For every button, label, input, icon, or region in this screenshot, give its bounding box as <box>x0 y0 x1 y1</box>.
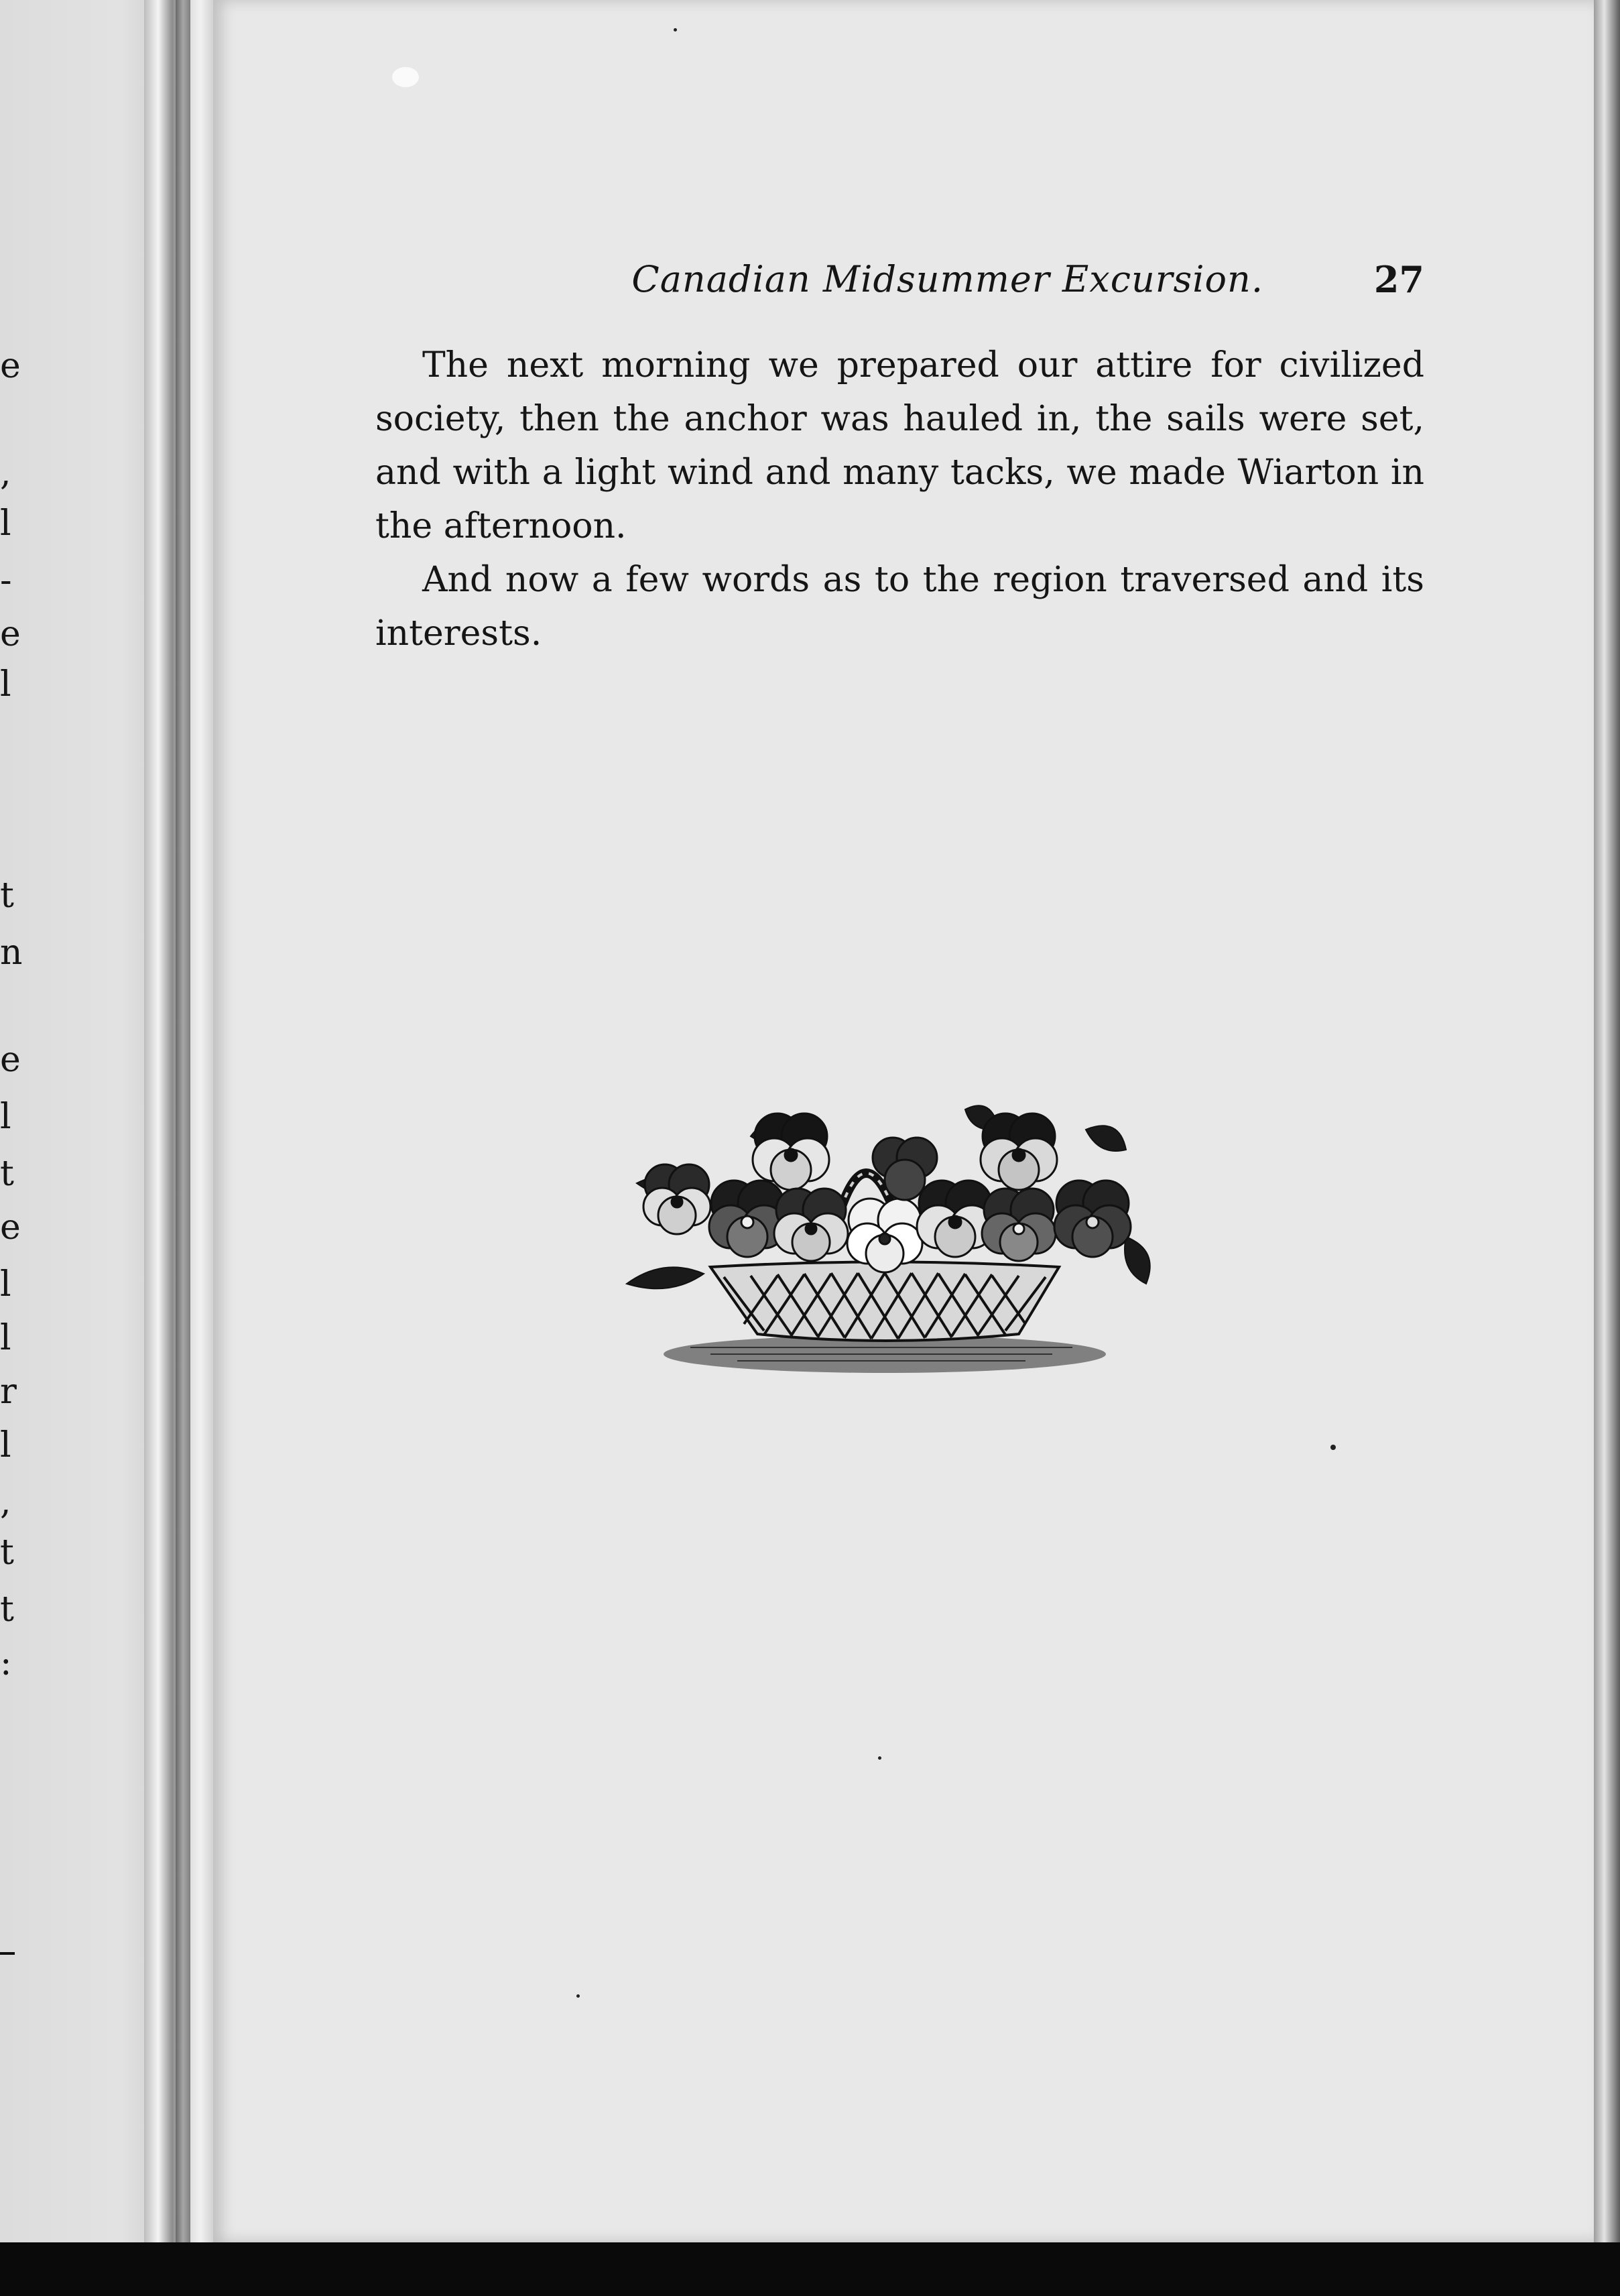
scan-speck <box>674 28 677 32</box>
paragraph: The next morning we prepared our attire for civilized society, then the anchor was hauled in, the sails were set, and with a light wind and many tacks, we made Wiarton in the afternoon. <box>375 345 1424 546</box>
left-page-char: l <box>0 1318 11 1358</box>
scan-speck <box>1330 1445 1336 1450</box>
paragraph: And now a few words as to the region traversed and its interests. <box>375 560 1424 654</box>
left-page-char: n <box>0 932 23 973</box>
scan-speck <box>392 67 419 87</box>
scan-bottom-band <box>0 2242 1620 2296</box>
left-page-char: e <box>0 1040 21 1080</box>
left-page-char: l <box>0 1264 11 1305</box>
page-edge <box>1594 0 1620 2242</box>
left-page-char: - <box>0 560 12 601</box>
left-page-char: t <box>0 1532 14 1573</box>
left-page-rule <box>0 1952 15 1955</box>
running-title: Canadian Midsummer Excursion. <box>631 258 1263 300</box>
page-header <box>375 258 1424 312</box>
left-page-char: r <box>0 1372 17 1412</box>
scan-speck <box>576 1994 580 1998</box>
left-page-char: l <box>0 1097 11 1137</box>
left-page-char: , <box>0 1482 11 1522</box>
left-page-char: , <box>0 453 11 493</box>
body-text <box>375 339 1424 660</box>
page-number: 27 <box>1373 258 1424 301</box>
left-page-char: e <box>0 614 21 654</box>
left-page-char: e <box>0 1207 21 1248</box>
left-page-char: l <box>0 1425 11 1465</box>
left-page-char: t <box>0 1154 14 1194</box>
gutter-shadow <box>176 0 190 2242</box>
left-page-char: t <box>0 1589 14 1630</box>
left-page-char: t <box>0 875 14 916</box>
scan-speck <box>878 1756 881 1760</box>
left-page-char: e <box>0 346 21 386</box>
left-page-char: l <box>0 503 11 544</box>
flower-basket-icon <box>590 1089 1180 1384</box>
left-page-char: l <box>0 664 11 705</box>
left-page-char: : <box>0 1643 12 1683</box>
